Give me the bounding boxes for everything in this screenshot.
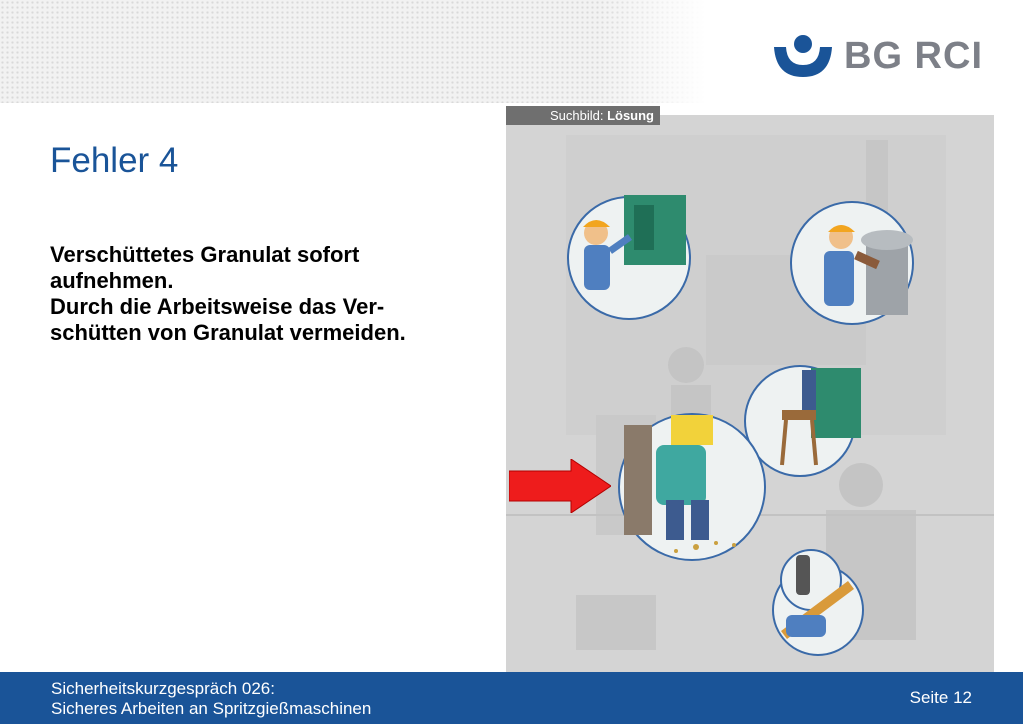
logo-text: BG RCI xyxy=(844,35,983,77)
page-number: Seite 12 xyxy=(909,688,972,707)
bg-rci-logo-icon xyxy=(772,33,834,79)
image-label: Suchbild: Lösung xyxy=(506,106,660,125)
slide-body xyxy=(50,242,470,346)
slide-title: Fehler 4 xyxy=(50,141,179,180)
detail-circle xyxy=(568,195,690,319)
footer-topic: Sicherheitskurzgespräch 026: xyxy=(51,679,275,698)
detail-circle xyxy=(791,202,913,324)
detail-circle xyxy=(619,414,765,560)
body-line: Durch die Arbeitsweise das Ver- xyxy=(50,294,385,319)
highlight-arrow-icon xyxy=(509,459,611,513)
body-line: aufnehmen. xyxy=(50,268,174,293)
body-line: schütten von Granulat vermeiden. xyxy=(50,320,406,345)
footer-bar xyxy=(0,672,1023,724)
body-line: Verschüttetes Granulat sofort xyxy=(50,242,360,267)
bg-rci-logo xyxy=(772,33,983,79)
footer-subtitle: Sicheres Arbeiten an Spritzgießmaschinen xyxy=(51,699,372,718)
search-picture-illustration xyxy=(506,115,994,672)
